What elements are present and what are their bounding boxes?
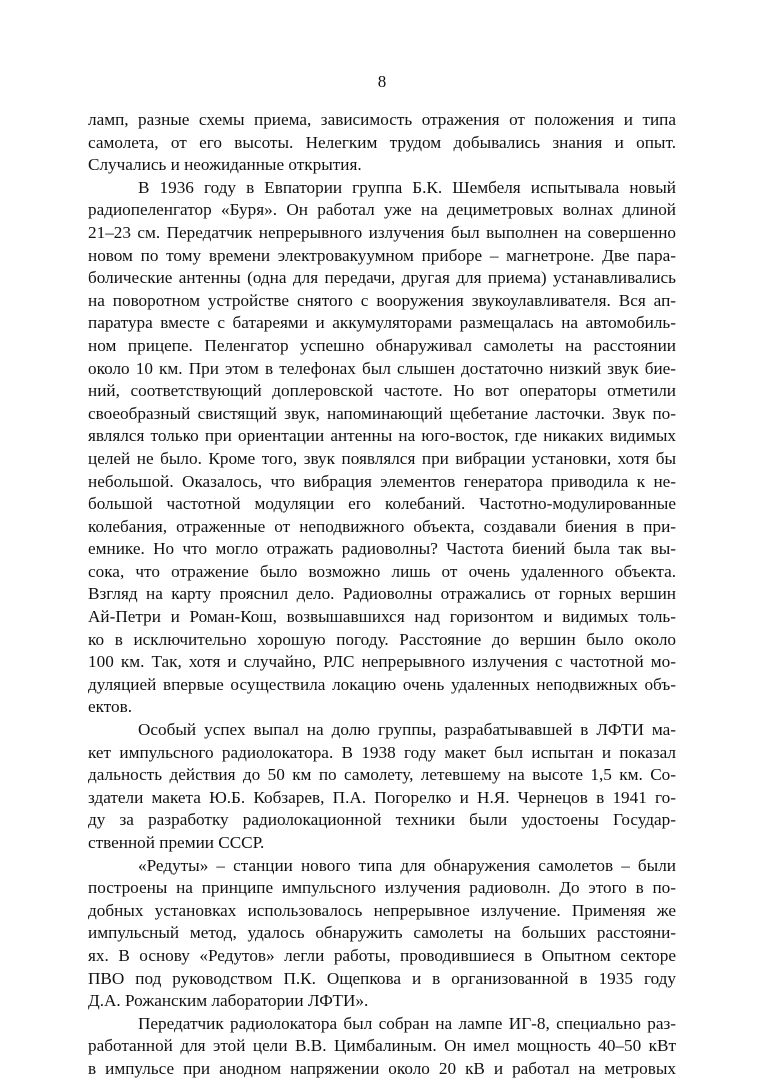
text-line: на поворотном устройстве снятого с вооружения звукоулавливателя. Вся ап- [88,290,676,310]
text-line: Случались и неожиданные открытия. [88,155,362,175]
text-line: ном прицепе. Пеленгатор успешно обнаруживал самолеты на расстоянии [88,335,676,355]
paragraph [88,1013,676,1081]
text-line: целей не было. Кроме того, звук появлялся при вибрации установки, хотя бы [88,448,676,468]
text-line: паратура вместе с батареями и аккумуляторами размещалась на автомобиль- [88,313,676,333]
paragraph [88,719,676,855]
text-line: ламп, разные схемы приема, зависимость отражения от положения и типа [88,110,676,129]
paragraph [88,855,676,1013]
text-line: Взгляд на карту прояснил дело. Радиоволны отражались от горных вершин [88,584,676,604]
text-line: ектов. [88,697,133,717]
text-line: небольшой. Оказалось, что вибрация элементов генератора приводила к не- [88,471,676,491]
text-line: здатели макета Ю.Б. Кобзарев, П.А. Погорелко и Н.Я. Чернецов в 1941 го- [88,787,676,807]
text-line: импульсный метод, удалось обнаружить самолеты на больших расстояни- [88,923,676,943]
text-line: колебания, отраженные от неподвижного объекта, создавали биения в при- [88,516,676,536]
text-line: 100 км. Так, хотя и случайно, РЛС непрерывного излучения с частотной мо- [88,652,676,672]
text-line: построены на принципе импульсного излучения радиоволн. До этого в по- [88,878,676,898]
text-line: дальность действия до 50 км по самолету, летевшему на высоте 1,5 км. Со- [88,765,676,785]
paragraph [88,177,676,719]
text-line: самолета, от его высоты. Нелегким трудом добывались знания и опыт. [88,132,676,152]
text-line: Особый успех выпал на долю группы, разрабатывавшей в ЛФТИ ма- [138,720,676,740]
text-line: В 1936 году в Евпатории группа Б.К. Шембеля испытывала новый [138,177,676,197]
page-number: 8 [377,72,387,91]
text-line: ПВО под руководством П.К. Ощепкова и в организованной в 1935 году [88,968,676,988]
text-line: добных установках использовалось непрерывное излучение. Применяя же [88,900,676,920]
text-line: ственной премии СССР. [88,833,265,852]
text-line: дуляцией впервые осуществила локацию очень удаленных неподвижных объ- [88,674,676,694]
text-line: ях. В основу «Редутов» легли работы, проводившиеся в Опытном секторе [88,945,676,965]
text-line: «Редуты» – станции нового типа для обнаружения самолетов – были [138,855,676,875]
text-line: кет импульсного радиолокатора. В 1938 году макет был испытан и показал [88,742,676,762]
text-line: сока, что отражение было возможно лишь от очень удаленного объекта. [88,561,676,581]
text-line: ко в исключительно хорошую погоду. Расстояние до вершин было около [88,629,676,649]
paragraph [88,109,676,177]
text-line: Ай-Петри и Роман-Кош, возвышавшихся над горизонтом и видимых толь- [88,607,676,627]
text-line: болические антенны (одна для передачи, другая для приема) устанавливались [88,268,676,288]
text-line: емнике. Но что могло отражать радиоволны? Частота биений была так вы- [88,539,676,559]
text-line: работанной для этой цели В.В. Цимбалиным. Он имел мощность 40–50 кВт [88,1036,676,1056]
text-line: ду за разработку радиолокационной техники были удостоены Государ- [88,810,676,830]
text-line: Передатчик радиолокатора был собран на лампе ИГ-8, специально раз- [138,1013,676,1033]
text-line: своеобразный свистящий звук, напоминающий щебетание ласточки. Звук по- [88,403,676,423]
body-text [88,109,676,1081]
text-line: радиопеленгатор «Буря». Он работал уже на дециметровых волнах длиной [88,200,676,220]
text-line: большой частотной модуляции его колебаний. Частотно-модулированные [88,494,676,514]
text-line: около 10 км. При этом в телефонах был слышен достаточно низкий звук бие- [88,358,676,378]
text-line: являлся только при ориентации антенны на юго-восток, где никаких видимых [88,426,676,446]
text-line: 21–23 см. Передатчик непрерывного излучения был выполнен на совершенно [88,222,676,242]
text-line: Д.А. Рожанским лаборатории ЛФТИ». [88,991,369,1011]
text-line: ний, соответствующий доплеровской частоте. Но вот операторы отметили [88,381,676,401]
text-line: в импульсе при анодном напряжении около 20 кВ и работал на метровых [88,1058,676,1078]
text-line: новом по тому времени электровакуумном приборе – магнетроне. Две пара- [88,245,676,265]
